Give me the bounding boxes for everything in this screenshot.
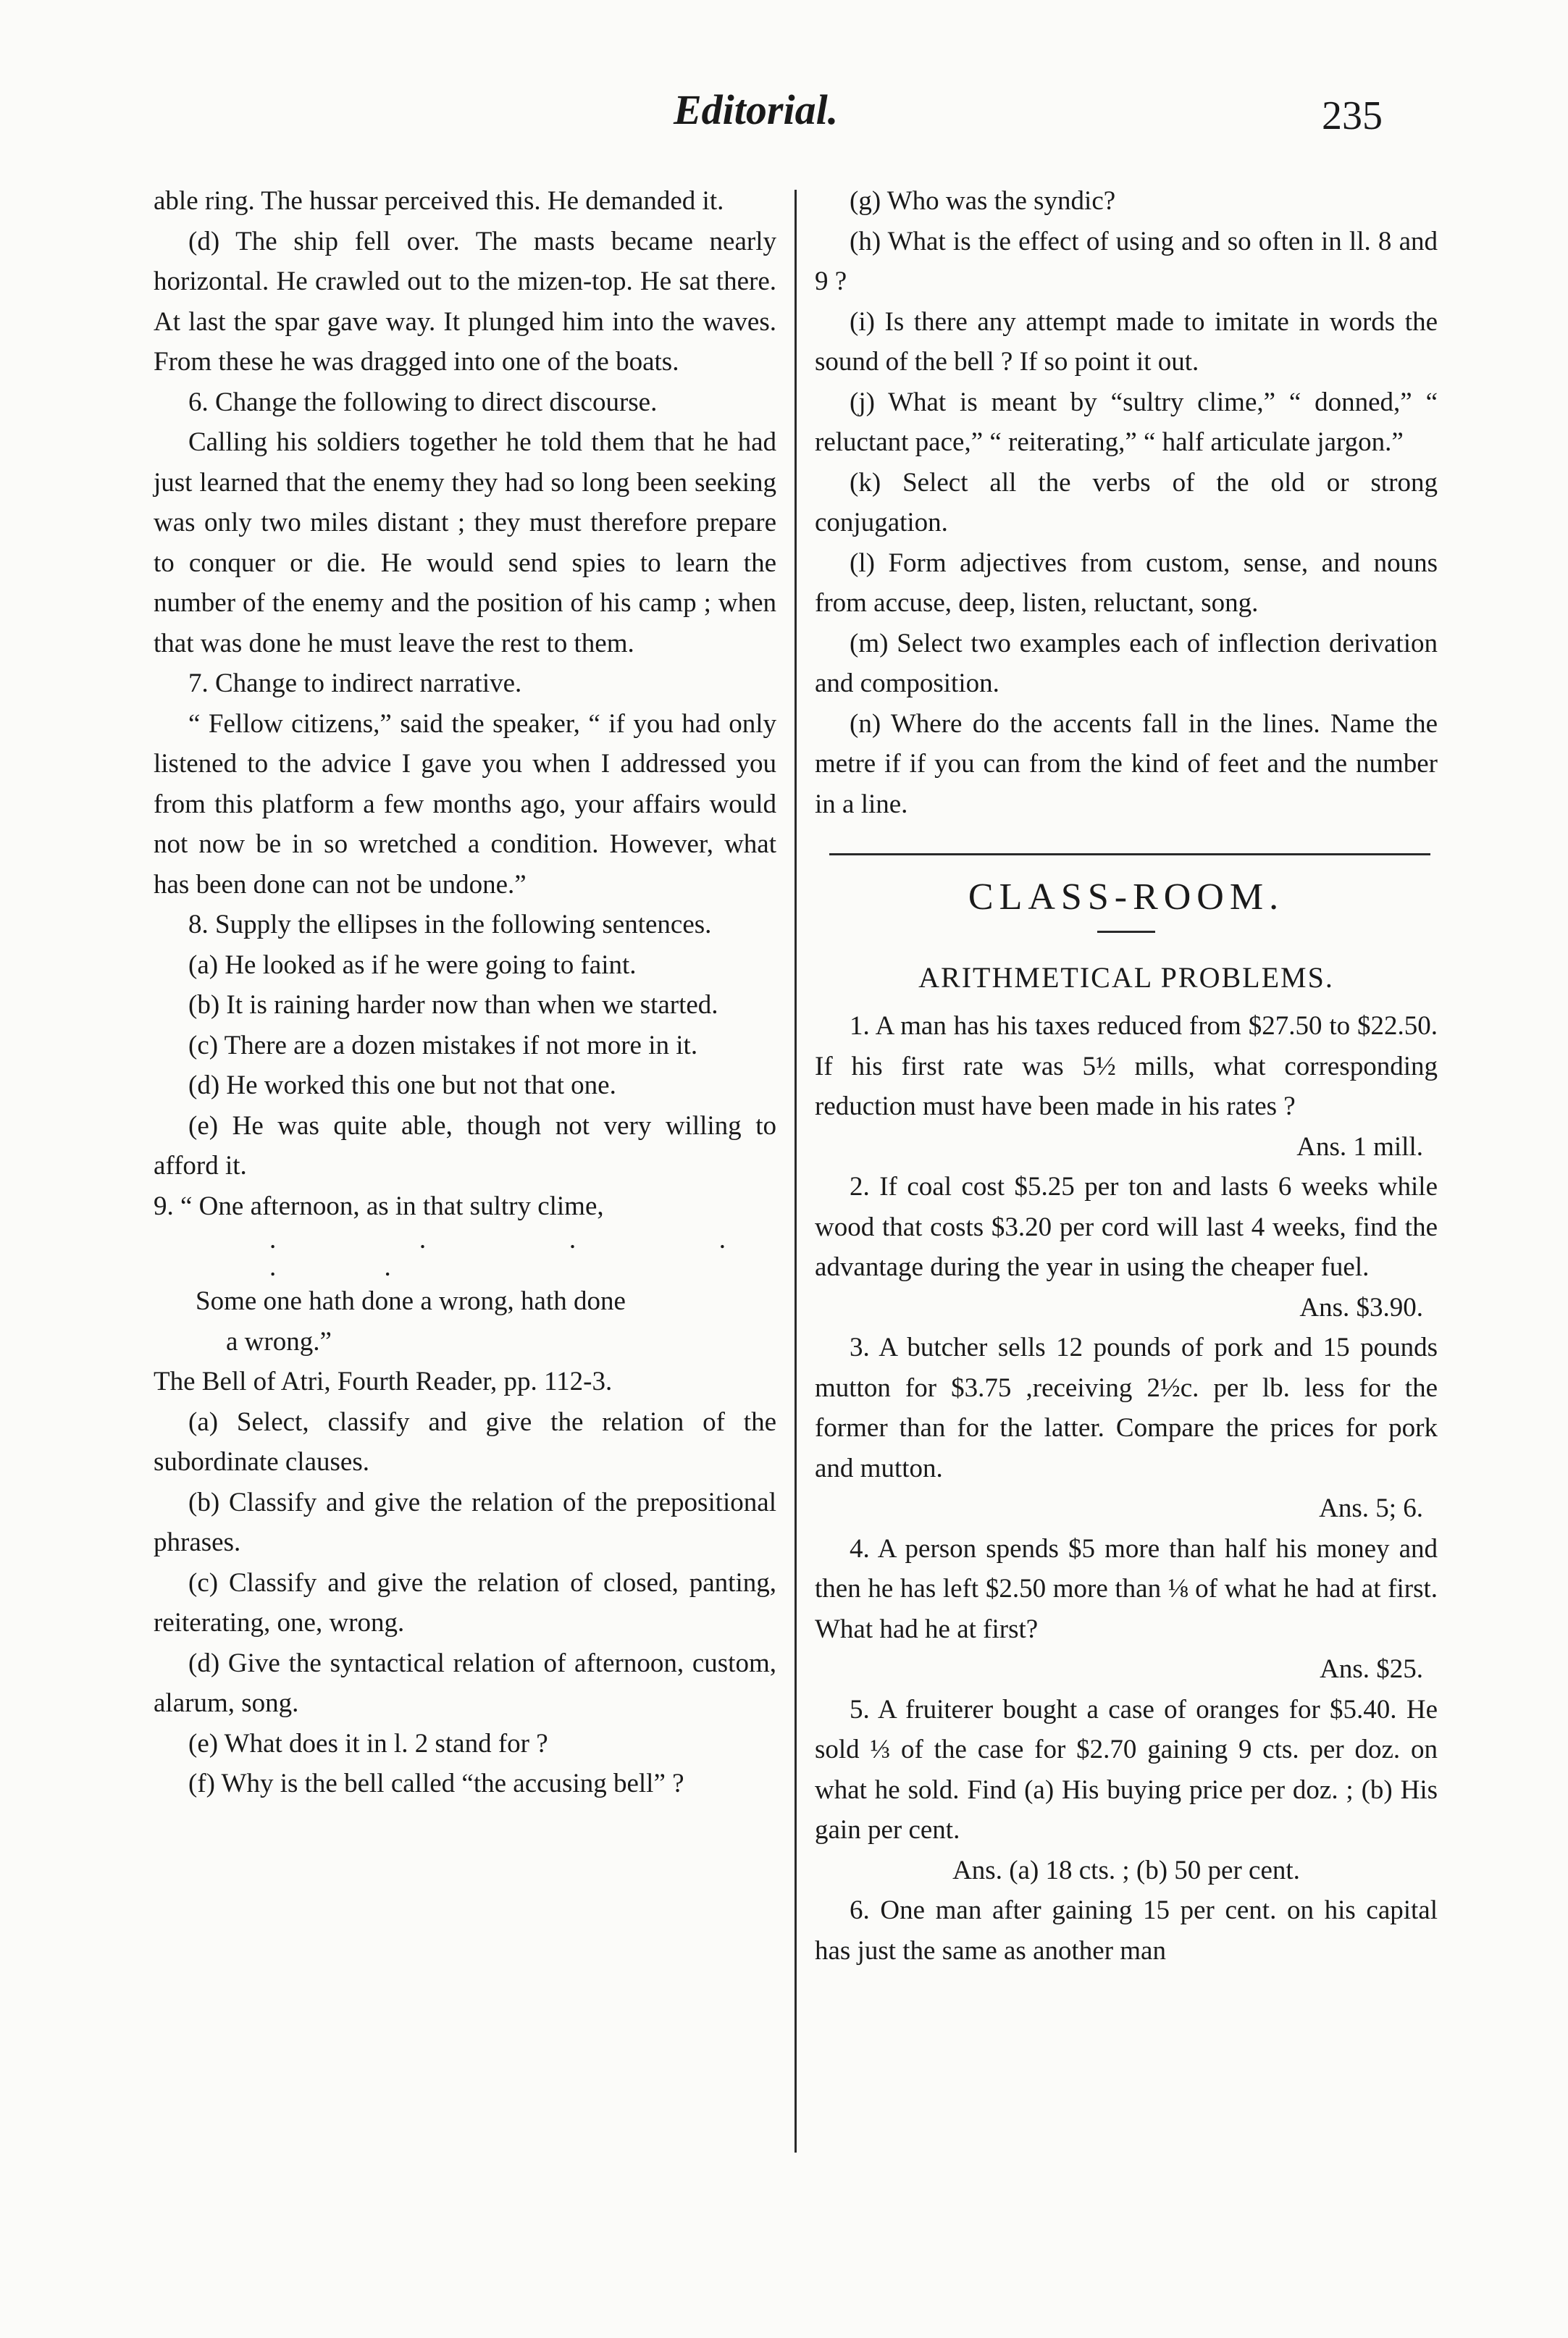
problem: 5. A fruiterer bought a case of oranges for $5.40. He sold ⅓ of the case for $2.70 gaining 9 cts. per doz. on what he sold. Find (a) His buying price per doz. ; (b) His gain per cent. — [815, 1694, 1438, 1845]
paragraph: “ Fellow citizens,” said the speaker, “ if you had only listened to the advice I gave you when I addressed you from this platform a few months ago, your affairs would not now be in so wretched a condition. However, what has been done can not be undone.” — [154, 708, 776, 900]
column-divider — [795, 190, 797, 2153]
question-item: (k) Select all the verbs of the old or strong conjugation. — [815, 467, 1438, 537]
left-column — [154, 181, 776, 1804]
page-header — [0, 85, 1568, 158]
problem: 4. A person spends $5 more than half his money and then he has left $2.50 more than ⅛ of what he had at first. What had he at first? — [815, 1533, 1438, 1644]
citation: The Bell of Atri, Fourth Reader, pp. 112-3. — [154, 1367, 613, 1396]
paragraph: Calling his soldiers together he told them that he had just learned that the enemy they had so long been seeking was only two miles distant ; they must therefore prepare to conquer or die. He would send spies to learn the number of the enemy and the position of his camp ; when that was done he must leave the rest to them. — [154, 427, 776, 658]
sentence-item: (e) He was quite able, though not very willing to afford it. — [154, 1110, 776, 1181]
poem-quote-line: Some one hath done a wrong, hath done — [196, 1286, 626, 1316]
question-item: (n) Where do the accents fall in the lines. Name the metre if if you can from the kind of feet and the number in a line. — [815, 708, 1438, 819]
ellipsis-dots: . . . . . . — [269, 1225, 776, 1282]
right-column — [815, 181, 1438, 1971]
sentence-item: (c) There are a dozen mistakes if not more in it. — [188, 1030, 698, 1060]
problem: 1. A man has his taxes reduced from $27.50 to $22.50. If his first rate was 5½ mills, what corresponding reduction must have been made in his rates ? — [815, 1011, 1438, 1121]
question-item: (c) Classify and give the relation of closed, panting, reiterating, one, wrong. — [154, 1567, 776, 1638]
short-divider — [1097, 931, 1155, 933]
subsection-title: ARITHMETICAL PROBLEMS. — [918, 960, 1334, 994]
answer: Ans. $25. — [1320, 1654, 1423, 1684]
question-item: (i) Is there any attempt made to imitate in words the sound of the bell ? If so point it out. — [815, 306, 1438, 377]
question-item: (e) What does it in l. 2 stand for ? — [188, 1728, 548, 1759]
answer: Ans. (a) 18 cts. ; (b) 50 per cent. — [952, 1855, 1300, 1885]
problem: 6. One man after gaining 15 per cent. on his capital has just the same as another man — [815, 1895, 1438, 1966]
paragraph: (d) The ship fell over. The masts became nearly horizontal. He crawled out to the mizen-top. He sat there. At last the spar gave way. It plunged him into the waves. From these he was dragged into one of the boats. — [154, 226, 776, 377]
exercise-heading: 8. Supply the ellipses in the following sentences. — [188, 910, 712, 939]
answer: Ans. 5; 6. — [1319, 1493, 1423, 1523]
paragraph: able ring. The hussar perceived this. He demanded it. — [154, 186, 724, 216]
running-title: Editorial. — [674, 86, 839, 133]
question-item: (b) Classify and give the relation of the prepositional phrases. — [154, 1487, 776, 1557]
problem: 3. A butcher sells 12 pounds of pork and 15 pounds mutton for $3.75 ,receiving 2½c. per lb. less for the former than for the latter. Compare the prices for pork and mutton. — [815, 1333, 1438, 1483]
question-item: (g) Who was the syndic? — [850, 186, 1116, 216]
problem: 2. If coal cost $5.25 per ton and lasts 6 weeks while wood that costs $3.20 per cord will last 4 weeks, find the advantage during the year in using the cheaper fuel. — [815, 1172, 1438, 1282]
question-item: (m) Select two examples each of inflection derivation and composition. — [815, 628, 1438, 698]
question-item: (l) Form adjectives from custom, sense, and nouns from accuse, deep, listen, reluctant, song. — [815, 548, 1438, 618]
question-item: (f) Why is the bell called “the accusing bell” ? — [188, 1769, 684, 1798]
section-title: CLASS-ROOM. — [968, 876, 1285, 918]
poem-quote-line: 9. “ One afternoon, as in that sultry clime, — [154, 1191, 604, 1221]
question-item: (a) Select, classify and give the relation of the subordinate clauses. — [154, 1407, 776, 1477]
poem-quote-line: a wrong.” — [226, 1326, 332, 1357]
sentence-item: (d) He worked this one but not that one. — [188, 1070, 616, 1100]
question-item: (d) Give the syntactical relation of afternoon, custom, alarum, song. — [154, 1648, 776, 1718]
answer: Ans. 1 mill. — [1296, 1131, 1423, 1162]
answer: Ans. $3.90. — [1299, 1292, 1423, 1323]
section-divider — [829, 853, 1430, 855]
question-item: (j) What is meant by “sultry clime,” “ donned,” “ reluctant pace,” “ reiterating,” “ half articulate jargon.” — [815, 387, 1438, 457]
page-number: 235 — [1322, 93, 1383, 138]
sentence-item: (a) He looked as if he were going to faint. — [188, 950, 637, 980]
question-item: (h) What is the effect of using and so often in ll. 8 and 9 ? — [815, 226, 1438, 296]
exercise-heading: 6. Change the following to direct discourse. — [188, 387, 658, 417]
sentence-item: (b) It is raining harder now than when we started. — [188, 990, 718, 1020]
exercise-heading: 7. Change to indirect narrative. — [188, 669, 522, 698]
